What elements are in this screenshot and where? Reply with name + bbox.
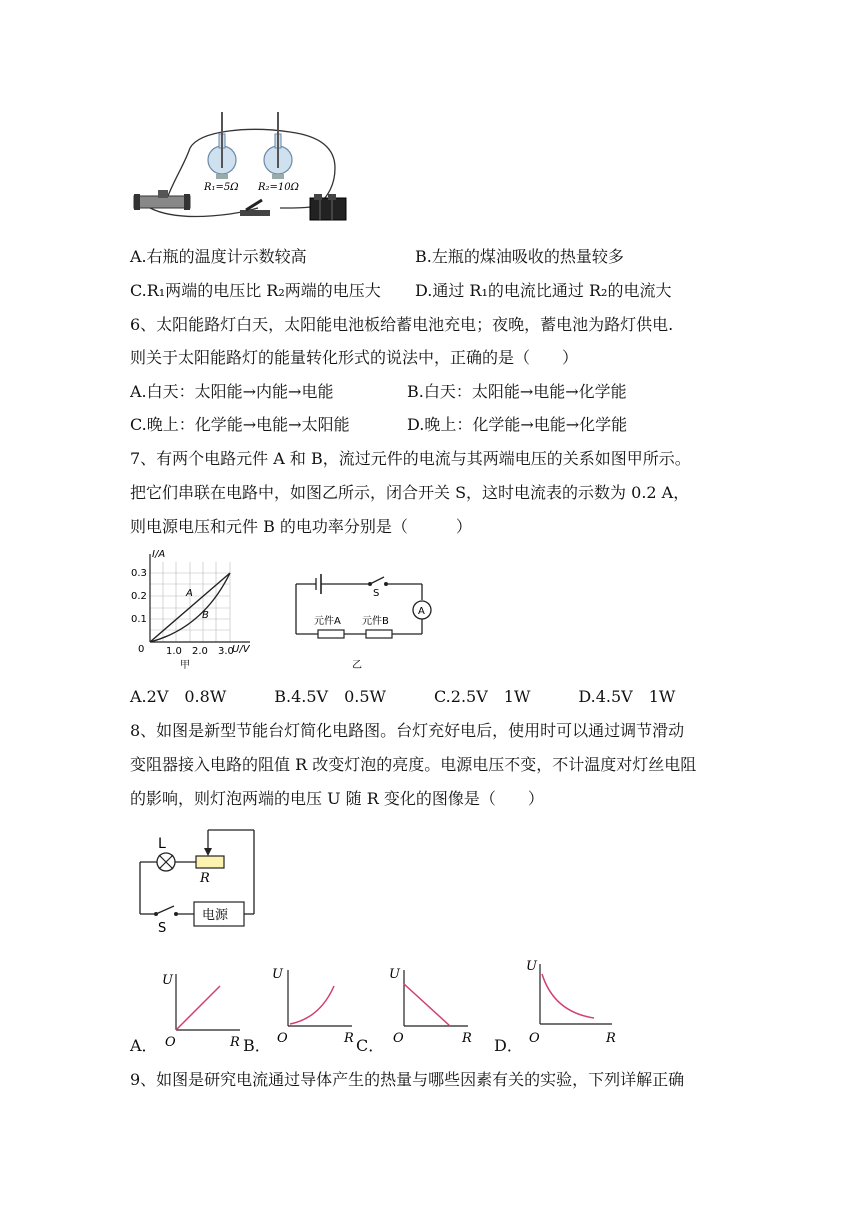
q7-ammeter-label: A (418, 606, 425, 617)
q6-option-d: D.晚上：化学能→电能→化学能 (407, 415, 628, 434)
q7-graph-ytick: 0.3 (131, 568, 147, 579)
q8-graph-x: R (344, 1031, 354, 1046)
q7-element-b-label: 元件B (362, 616, 389, 627)
q8-stem-line3: 的影响，则灯泡两端的电压 U 随 R 变化的图像是（ ） (130, 789, 544, 808)
q6-stem-line1: 6、太阳能路灯白天，太阳能电池板给蓄电池充电；夜晚，蓄电池为路灯供电. (130, 315, 674, 334)
q8-graph-x: R (230, 1035, 240, 1050)
q7-graph-ytick: 0.2 (131, 591, 147, 602)
q8-graph-origin: O (165, 1035, 176, 1050)
q8-stem-line2: 变阻器接入电路的阻值 R 改变灯泡的亮度。电源电压不变，不计温度对灯丝电阻 (130, 755, 697, 774)
q8-graph-b (270, 962, 360, 1046)
q8-option-c: C． (356, 1036, 385, 1055)
q8-graph-y: U (272, 967, 283, 982)
q8-lamp-label: L (158, 836, 166, 852)
q7-switch-label: S (373, 588, 380, 599)
q8-source-label: 电源 (202, 908, 229, 923)
q5-option-b: B.左瓶的煤油吸收的热量较多 (415, 247, 624, 266)
q7-graph-ylabel: I/A (152, 549, 166, 560)
q7-curve-a-label: A (186, 588, 193, 599)
q6-option-a: A.白天：太阳能→内能→电能 (130, 382, 334, 401)
q7-graph-jia (128, 548, 268, 672)
q7-stem-line2: 把它们串联在电路中，如图乙所示，闭合开关 S，这时电流表的示数为 0.2 A， (130, 483, 690, 502)
q8-stem-line1: 8、如图是新型节能台灯简化电路图。台灯充好电后，使用时可以通过调节滑动 (130, 721, 685, 740)
q7-graph-origin: 0 (138, 644, 145, 655)
q8-option-b: B． (243, 1036, 271, 1055)
r2-label: R₂=10Ω (258, 182, 299, 193)
q8-resistor-label: R (200, 871, 210, 886)
q8-graph-origin: O (393, 1031, 404, 1046)
q9-stem-line1: 9、如图是研究电流通过导体产生的热量与哪些因素有关的实验，下列详解正确 (130, 1070, 685, 1089)
q8-graph-origin: O (529, 1031, 540, 1046)
q5-option-a: A.右瓶的温度计示数较高 (130, 247, 307, 266)
r1-label: R₁=5Ω (204, 182, 239, 193)
q7-graph-xtick: 3.0 (218, 646, 234, 657)
q8-graph-d (524, 956, 624, 1046)
q7-graph-xlabel: U/V (232, 644, 250, 655)
q7-curve-b-label: B (202, 610, 209, 621)
q7-element-a-label: 元件A (314, 616, 341, 627)
q8-graph-y: U (389, 967, 400, 982)
q8-option-d: D． (494, 1036, 523, 1055)
q5-circuit-figure (130, 108, 360, 230)
q7-circuit-yi (290, 548, 440, 672)
q8-graph-c (388, 962, 478, 1046)
q8-graph-a (160, 966, 250, 1050)
q7-graph-caption: 甲 (180, 660, 190, 671)
q7-graph-xtick: 1.0 (166, 646, 182, 657)
q8-graph-origin: O (277, 1031, 288, 1046)
q7-options: A.2V 0.8W B.4.5V 0.5W C.2.5V 1W D.4.5V 1W (130, 687, 676, 706)
q7-circuit-caption: 乙 (352, 660, 362, 671)
q8-graph-x: R (462, 1031, 472, 1046)
q6-option-c: C.晚上：化学能→电能→太阳能 (130, 415, 350, 434)
q6-option-b: B.白天：太阳能→电能→化学能 (407, 382, 627, 401)
q5-option-c: C.R₁两端的电压比 R₂两端的电压大 (130, 281, 381, 300)
q7-graph-ytick: 0.1 (131, 614, 147, 625)
q8-switch-label: S (158, 921, 167, 936)
q8-graph-y: U (162, 973, 173, 988)
q8-option-a: A． (130, 1036, 158, 1055)
q7-stem-line1: 7、有两个电路元件 A 和 B，流过元件的电流与其两端电压的关系如图甲所示。 (130, 449, 691, 468)
q8-graph-x: R (606, 1031, 616, 1046)
q8-graph-y: U (526, 959, 537, 974)
q7-graph-xtick: 2.0 (192, 646, 208, 657)
q5-option-d: D.通过 R₁的电流比通过 R₂的电流大 (415, 281, 672, 300)
q7-stem-line3: 则电源电压和元件 B 的电功率分别是（ ） (130, 517, 472, 536)
q8-circuit-figure (130, 820, 265, 936)
q6-stem-line2: 则关于太阳能路灯的能量转化形式的说法中，正确的是（ ） (130, 348, 579, 367)
